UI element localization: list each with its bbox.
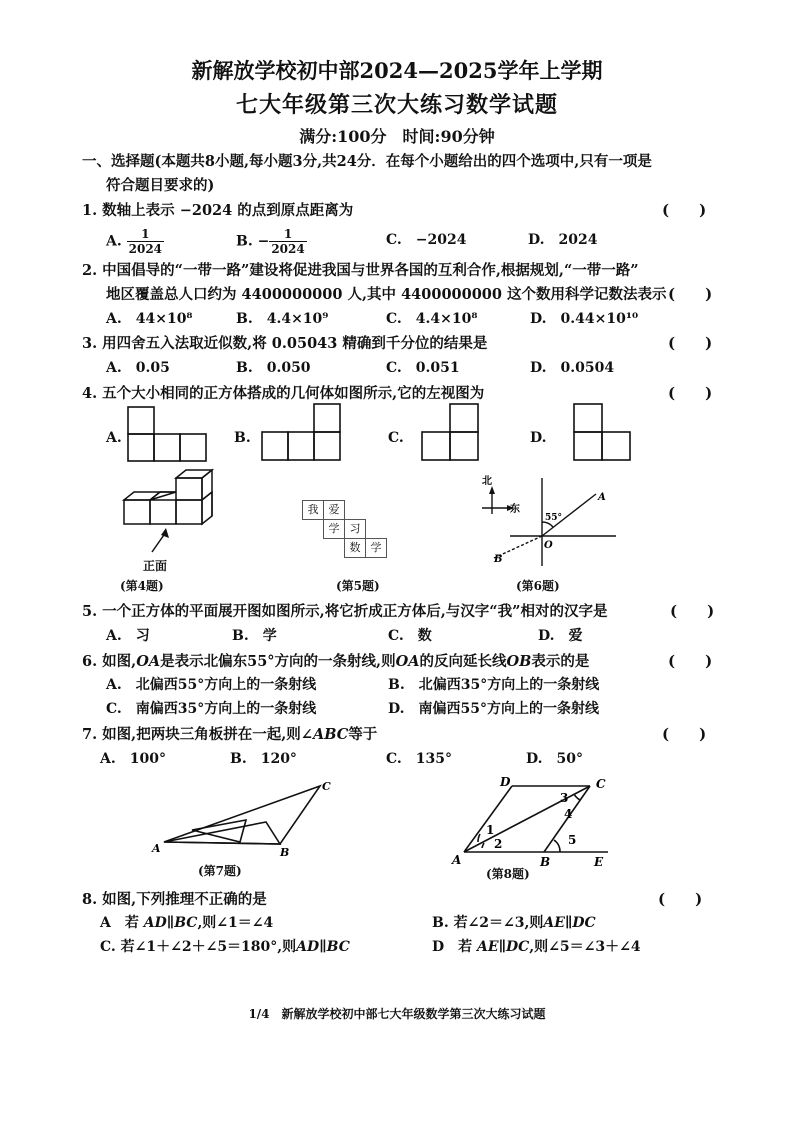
q8-option-c: C. 若∠1＋∠2＋∠5＝180°,则AD∥BC	[100, 939, 350, 955]
q8-point-b: B	[540, 855, 551, 869]
net-cell-2: 爱	[323, 500, 345, 520]
q8-point-c: C	[596, 777, 606, 791]
q7-option-a: A. 100°	[100, 751, 166, 767]
q1-option-d: D. 2024	[528, 232, 598, 248]
q4-option-d-figure	[570, 402, 636, 464]
q1-option-c: C. −2024	[386, 232, 467, 248]
section-heading-line1: 一、选择题(本题共8小题,每小题3分,共24分．在每个小题给出的四个选项中,只有一项是	[82, 153, 652, 170]
q8-angle-4: 4	[564, 807, 573, 821]
answer-paren-4: ( )	[668, 384, 713, 402]
q8-point-e: E	[594, 855, 604, 869]
q2-option-c: C. 4.4×10⁸	[386, 311, 478, 327]
answer-paren-5: ( )	[670, 602, 715, 620]
q7-option-b: B. 120°	[230, 751, 297, 767]
q6-east-label: 东	[510, 504, 520, 515]
q6-point-b: B	[494, 554, 503, 565]
answer-paren-3: ( )	[668, 334, 713, 352]
q4-option-d-label: D.	[530, 430, 547, 446]
q5-cube-net	[302, 500, 402, 570]
q8-angle-5: 5	[568, 833, 577, 847]
q4-option-a-label: A.	[106, 430, 122, 446]
q4-option-b-figure	[258, 402, 342, 464]
q7-caption: (第7题)	[198, 864, 242, 878]
page-footer: 1/4 新解放学校初中部七大年级数学第三次大练习试题	[248, 1007, 546, 1021]
q7-option-d: D. 50°	[526, 751, 583, 767]
net-cell-1: 我	[302, 500, 324, 520]
q4-option-b-label: B.	[234, 430, 251, 446]
q4-option-c-label: C.	[388, 430, 404, 446]
answer-paren-8: ( )	[658, 890, 703, 908]
q6-option-c: C. 南偏西35°方向上的一条射线	[106, 701, 317, 717]
exam-title: 新解放学校初中部2024—2025学年上学期	[191, 58, 603, 83]
q8-point-a: A	[452, 853, 462, 867]
q2-option-b: B. 4.4×10⁹	[236, 311, 329, 327]
question-2-line1: 2. 中国倡导的“一带一路”建设将促进我国与世界各国的互利合作,根据规划,“一带一路”	[82, 262, 639, 279]
question-1: 1. 数轴上表示 −2024 的点到原点距离为	[82, 202, 354, 219]
q8-option-d: D 若 AE∥DC,则∠5＝∠3＋∠4	[432, 939, 641, 955]
q5-option-a: A. 习	[106, 628, 150, 644]
q3-option-a: A. 0.05	[106, 360, 170, 376]
q3-option-d: D. 0.0504	[530, 360, 615, 376]
question-4: 4. 五个大小相同的正方体搭成的几何体如图所示,它的左视图为	[82, 385, 485, 402]
score-time: 满分:100分 时间:90分钟	[299, 127, 495, 146]
question-2-line2: 地区覆盖总人口约为 4400000000 人,其中 4400000000 这个数用科学记数法表示	[106, 286, 667, 303]
q2-option-a: A. 44×10⁸	[106, 311, 193, 327]
q7-option-c: C. 135°	[386, 751, 452, 767]
net-cell-3: 学	[323, 519, 345, 539]
q8-angle-3: 3	[560, 791, 569, 805]
q3-option-c: C. 0.051	[386, 360, 460, 376]
net-cell-5: 数	[344, 538, 366, 558]
answer-paren-6: ( )	[668, 652, 713, 670]
section-heading-line2: 符合题目要求的)	[106, 177, 215, 194]
net-cell-4: 习	[344, 519, 366, 539]
q8-point-d: D	[500, 775, 511, 789]
q6-compass-figure	[474, 470, 624, 570]
q6-point-o: O	[544, 540, 553, 551]
exam-subtitle: 七大年级第三次大练习数学试题	[235, 92, 558, 118]
answer-paren-2: ( )	[668, 285, 713, 303]
q8-option-b: B. 若∠2＝∠3,则AE∥DC	[432, 915, 596, 931]
q1-option-b: B. − $\frac{1}{2024}$	[236, 227, 305, 256]
q4-option-a-figure	[126, 405, 210, 463]
q6-option-a: A. 北偏西55°方向上的一条射线	[106, 677, 317, 693]
question-7: 7. 如图,把两块三角板拼在一起,则∠ABC等于	[82, 726, 378, 743]
q7-triangles-figure	[150, 776, 340, 860]
q6-angle-label: 55°	[545, 513, 563, 523]
question-8: 8. 如图,下列推理不正确的是	[82, 891, 267, 908]
q7-point-a: A	[152, 842, 161, 855]
q4-solid-figure	[116, 466, 226, 576]
q8-option-a: A 若 AD∥BC,则∠1＝∠4	[100, 915, 274, 931]
q6-caption: (第6题)	[516, 579, 560, 593]
q8-parallelogram-figure	[450, 772, 620, 872]
net-cell-6: 学	[365, 538, 387, 558]
q4-front-label: 正面	[143, 559, 168, 573]
q6-north-label: 北	[482, 476, 492, 487]
q5-option-d: D. 爱	[538, 628, 583, 644]
answer-paren-7: ( )	[662, 725, 707, 743]
question-3: 3. 用四舍五入法取近似数,将 0.05043 精确到千分位的结果是	[82, 335, 488, 352]
q8-angle-1: 1	[486, 823, 495, 837]
question-6: 6. 如图,OA是表示北偏东55°方向的一条射线,则OA的反向延长线OB表示的是	[82, 653, 590, 670]
q8-caption: (第8题)	[486, 867, 530, 881]
q6-option-b: B. 北偏西35°方向上的一条射线	[388, 677, 600, 693]
q4-option-c-figure	[420, 402, 482, 464]
question-5: 5. 一个正方体的平面展开图如图所示,将它折成正方体后,与汉字“我”相对的汉字是	[82, 603, 608, 620]
q6-point-a: A	[598, 492, 606, 503]
q6-option-d: D. 南偏西55°方向上的一条射线	[388, 701, 599, 717]
q4-caption: (第4题)	[120, 579, 164, 593]
q8-angle-2: 2	[494, 837, 503, 851]
q5-option-b: B. 学	[232, 628, 277, 644]
q7-point-b: B	[280, 846, 290, 859]
answer-paren-1: ( )	[662, 201, 707, 219]
q2-option-d: D. 0.44×10¹⁰	[530, 311, 639, 327]
q5-caption: (第5题)	[336, 579, 380, 593]
q3-option-b: B. 0.050	[236, 360, 311, 376]
q5-option-c: C. 数	[388, 628, 432, 644]
q1-option-a: A. $\frac{1}{2024}$	[106, 227, 163, 256]
q7-point-c: C	[322, 780, 331, 793]
